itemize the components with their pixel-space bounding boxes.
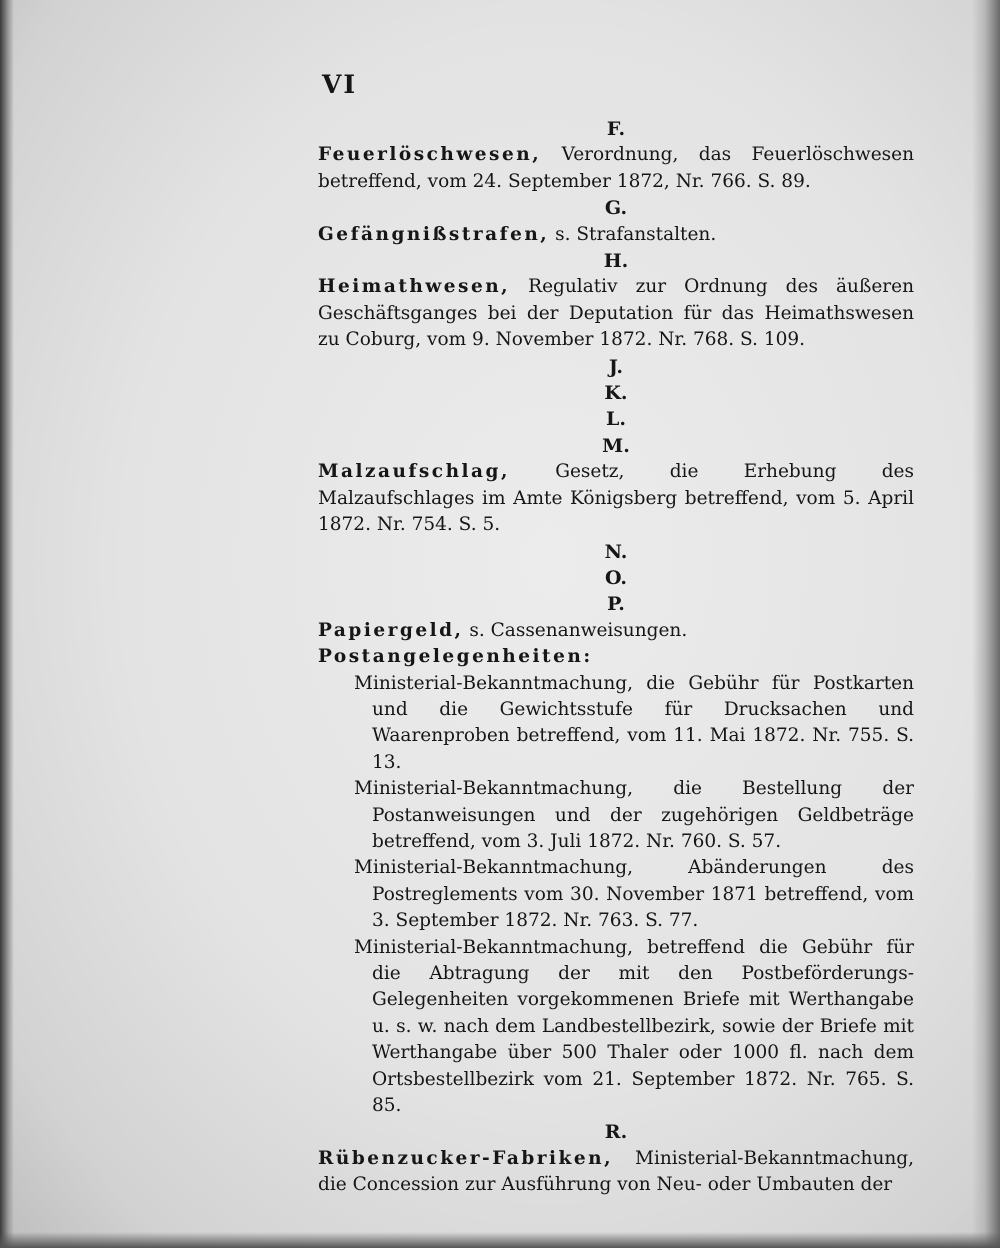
section-letter: F. [606, 118, 626, 140]
entry-text: Ministerial-Bekanntmachung, die Bestellung der Postanweisungen und der zugehörigen Geldbeträge betreffend, vom 3. Juli 1872. Nr. 760. S. 57. [354, 778, 914, 852]
scan-edge-bottom [0, 1232, 1000, 1248]
section-letter: H. [603, 250, 629, 273]
section-letter: M. [602, 434, 630, 457]
scan-edge-left [0, 0, 14, 1248]
index-subentry [318, 671, 914, 777]
index-entry [318, 142, 914, 195]
entry-keyword: Gefängnißstrafen, [318, 223, 550, 245]
section-letter: R. [604, 1121, 628, 1144]
section-letter: L. [606, 408, 626, 431]
entry-keyword: Papiergeld, [318, 619, 464, 641]
index-entry [318, 459, 914, 538]
entry-keyword: Malzaufschlag, [318, 461, 510, 483]
section-letter: N. [604, 540, 628, 563]
scan-edge-right [972, 0, 1000, 1248]
entry-text: Ministerial-Bekanntmachung, betreffend die Gebühr für die Abtragung der mit den Postbeförderungs-Gelegenheiten vorgekommenen Briefe mit Werthangabe u. s. w. nach dem Landbestellbezirk, sowie der Briefe mit Werthangabe über 500 Thaler oder 1000 fl. nach dem Ortsbestellbezirk vom 21. September 1872. Nr. 765. S. 85. [354, 936, 914, 1117]
entry-keyword: Rübenzucker-Fabriken, [318, 1147, 614, 1169]
index-subentry [318, 935, 914, 1120]
entry-keyword: Feuerlöschwesen, [318, 144, 542, 166]
entry-text: Regulativ zur Ordnung des äußeren Geschäftsganges bei der Deputation für das Heimathswesen zu Coburg, vom 9. November 1872. Nr. 768. S. 109. [318, 276, 914, 351]
entry-text: Ministerial-Bekanntmachung, die Concession zur Ausführung von Neu- oder Umbauten der [318, 1147, 914, 1196]
index-entry [318, 644, 914, 670]
entry-text: s. Strafanstalten. [549, 223, 717, 245]
index-entry [318, 618, 914, 644]
entry-text: Verordnung, das Feuerlöschwesen betreffend, vom 24. September 1872, Nr. 766. S. 89. [318, 144, 914, 192]
entry-text: Ministerial-Bekanntmachung, die Gebühr für Postkarten und die Gewichtsstufe für Drucksachen und Waarenproben betreffend, vom 11. Mai 1872. Nr. 755. S. 13. [354, 672, 914, 773]
index-entry [318, 274, 914, 353]
page-number: VI [322, 70, 358, 99]
index-entry [318, 1146, 914, 1199]
entry-keyword: Postangelegenheiten: [318, 646, 593, 668]
index-subentry [318, 855, 914, 934]
section-letter: J. [608, 355, 624, 378]
entry-text: s. Cassenanweisungen. [463, 619, 688, 641]
section-letter: O. [604, 566, 628, 589]
section-letter: K. [604, 382, 628, 405]
section-letter: G. [604, 197, 628, 220]
entry-text: Gesetz, die Erhebung des Malzaufschlages im Amte Königsberg betreffend, vom 5. April 1872. Nr. 754. S. 5. [318, 461, 914, 536]
entry-keyword: Heimathwesen, [318, 276, 511, 298]
section-letter: P. [607, 593, 625, 616]
index-subentry [318, 776, 914, 855]
index-entry [318, 222, 914, 248]
entry-text: Ministerial-Bekanntmachung, Abänderungen des Postreglements vom 30. November 1871 betreffend, vom 3. September 1872. Nr. 763. S. 77. [354, 857, 914, 932]
index-content [318, 116, 914, 1199]
